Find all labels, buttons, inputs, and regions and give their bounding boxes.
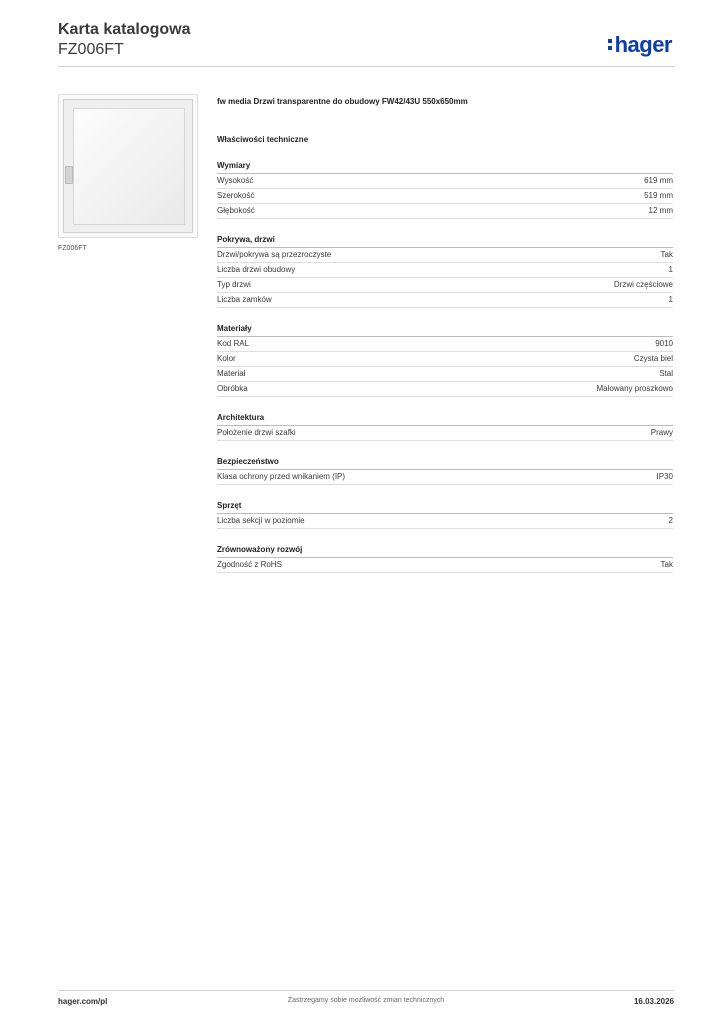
property-row [217,470,673,485]
product-name: fw media Drzwi transparentne do obudowy FW42/43U 550x650mm [217,97,468,106]
footer-date: 16.03.2026 [633,997,674,1006]
property-row [217,293,673,308]
product-image [58,94,198,238]
property-section [217,234,673,308]
property-value: 9010 [655,339,673,348]
property-value: 519 mm [644,191,673,200]
property-value: Czysta biel [633,354,673,363]
property-row [217,263,673,278]
property-label: Drzwi/pokrywa są przezroczyste [217,250,332,259]
property-row [217,174,673,189]
property-row [217,189,673,204]
property-value: 619 mm [644,176,673,185]
section-title: Materiały [217,323,673,337]
property-label: Kolor [217,354,236,363]
property-label: Kod RAL [217,339,250,348]
footer-disclaimer: Zastrzegamy sobie możliwość zmian technicznych [287,997,445,1004]
property-label: Klasa ochrony przed wnikaniem (IP) [217,472,346,481]
properties-sections [217,160,673,573]
property-label: Liczba zamków [217,295,272,304]
section-title: Pokrywa, drzwi [217,234,673,248]
property-label: Położenie drzwi szafki [217,428,296,437]
hager-logo [608,32,672,58]
section-title: Architektura [217,412,673,426]
door-handle-icon [65,166,73,184]
property-row [217,558,673,573]
property-label: Typ drzwi [217,280,251,289]
property-row [217,367,673,382]
property-section [217,160,673,219]
property-label: Liczba drzwi obudowy [217,265,296,274]
page-header [58,20,674,60]
section-title: Sprzęt [217,500,673,514]
door-glass-panel [73,108,185,225]
property-value: Drzwi częściowe [613,280,673,289]
property-section [217,456,673,485]
property-value: Malowany proszkowo [596,384,673,393]
property-value: Prawy [650,428,673,437]
property-value: 2 [668,516,673,525]
property-value: Tak [660,560,673,569]
document-title: Karta katalogowa [58,21,191,38]
property-value: IP30 [656,472,673,481]
logo-dots-icon [608,36,613,53]
property-label: Obróbka [217,384,248,393]
property-label: Głębokość [217,206,255,215]
section-title: Bezpieczeństwo [217,456,673,470]
door-frame [63,99,193,233]
footer-website: hager.com/pl [58,997,108,1006]
property-row [217,352,673,367]
section-title: Zrównoważony rozwój [217,544,673,558]
property-row [217,382,673,397]
property-label: Zgodność z RoHS [217,560,282,569]
image-caption: FZ006FT [58,245,87,252]
footer-divider [58,990,674,991]
header-divider [58,66,674,67]
property-value: 1 [668,295,673,304]
property-section [217,500,673,529]
property-row [217,514,673,529]
properties-title: Właściwości techniczne [217,135,309,144]
property-label: Liczba sekcji w poziomie [217,516,305,525]
property-row [217,278,673,293]
property-label: Materiał [217,369,246,378]
property-row [217,426,673,441]
property-value: Stal [659,369,673,378]
property-value: 12 mm [648,206,673,215]
property-section [217,323,673,397]
logo-text: hager [614,32,672,57]
property-row [217,204,673,219]
product-code: FZ006FT [58,41,124,58]
property-label: Wysokość [217,176,254,185]
property-row [217,337,673,352]
property-section [217,412,673,441]
product-details [217,96,673,573]
property-section [217,544,673,573]
property-row [217,248,673,263]
section-title: Wymiary [217,160,673,174]
property-value: 1 [668,265,673,274]
property-value: Tak [660,250,673,259]
property-label: Szerokość [217,191,255,200]
